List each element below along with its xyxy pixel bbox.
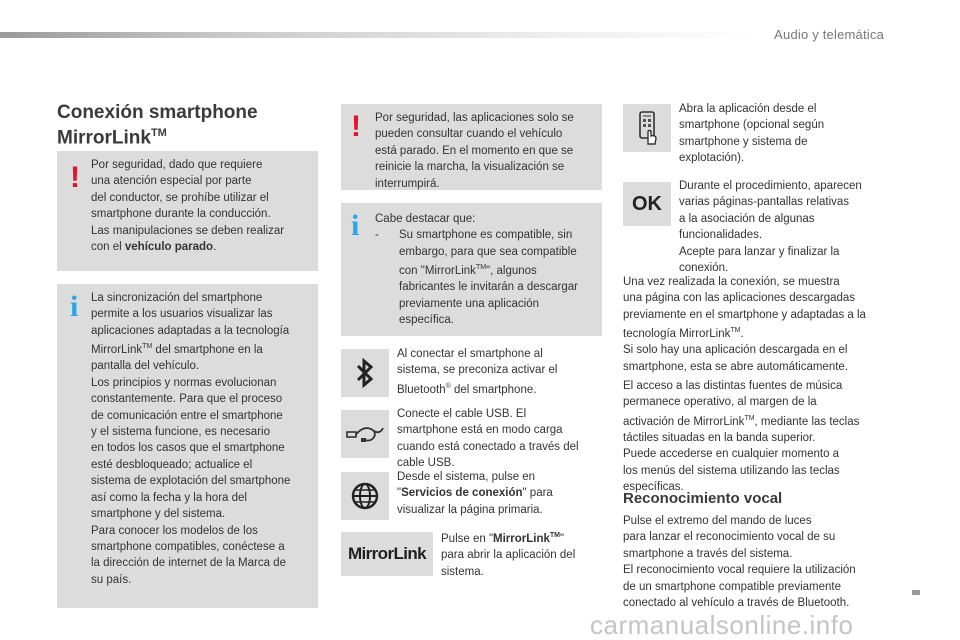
section-header: Audio y telemática (774, 27, 884, 42)
services-step-text: Desde el sistema, pulse en "Servicios de conexión" para visualizar la página primaria. (397, 471, 553, 516)
watermark: carmanualsonline.info (590, 610, 854, 640)
voice-section-title: Reconocimiento vocal (623, 490, 783, 507)
header-gradient-bar (0, 32, 760, 38)
ok-step-text: Durante el procedimiento, aparecen varias páginas-pantallas relativas a la asociación de algunas funcionalidades. Acepte para lanzar y finalizar la conexión. (679, 180, 862, 275)
smartphone-touch-icon (623, 104, 671, 152)
bluetooth-icon (341, 349, 389, 397)
connected-services-icon[interactable] (341, 472, 389, 520)
usb-step-text: Conecte el cable USB. El smartphone está en modo carga cuando está conectado a través del cable USB. (397, 408, 579, 470)
connection-paragraph: Una vez realizada la conexión, se muestra una página con las aplicaciones descargadas previamente en el smartphone y adaptadas a la tecnología MirrorLink™. Si solo hay una aplicación descargada en el smartphone, esta se abre automáticamente. (623, 276, 866, 373)
bluetooth-step-text: Al conectar el smartphone al sistema, se preconiza activar el Bluetooth® del smartphone. (397, 348, 558, 396)
ok-button-icon[interactable]: OK (623, 182, 671, 226)
info-text: La sincronización del smartphone permite a los usuarios visualizar las aplicaciones adaptadas a la tecnología MirrorLink™ del smartphone en la pantalla del vehículo. Los principios y normas evolucionan constantemente. Para que el proceso de comunicación entre el smartphone y el sistema funcione, es necesario en todos los casos que el smartphone esté desbloqueado; actualice el sistema de explotación del smartphone así como la fecha y la hora del smartphone y del sistema. Para conocer los modelos de los smartphone compatibles, conéctese a la dirección de internet de la Marca de su país. (91, 292, 291, 586)
warning-exclamation-icon: ! (70, 161, 80, 194)
page-marker (912, 590, 920, 595)
warning-box-apps (341, 104, 602, 190)
warning-text: Por seguridad, las aplicaciones solo se pueden consultar cuando el vehículo está parado. En el momento en que se reinicie la marcha, la visualización se interrumpirá. (375, 112, 574, 190)
warning-exclamation-icon: ! (351, 110, 361, 143)
mirrorlink-logo[interactable]: MirrorLink (341, 532, 433, 576)
voice-paragraph: Pulse el extremo del mando de luces para lanzar el reconocimiento vocal de su smartphone a través del sistema. El reconocimiento vocal requiere la utilización de un smartphone compatible previamente conectado al vehículo a través de Bluetooth. (623, 515, 856, 610)
info-box-sync (57, 284, 318, 608)
access-paragraph: El acceso a las distintas fuentes de música permanece operativo, al margen de la activación de MirrorLink™, mediante las teclas táctiles situadas en la banda superior. Puede accederse en cualquier momento a los menús del sistema utilizando las teclas específicas. (623, 380, 860, 494)
warning-text: Por seguridad, dado que requiere una atención especial por parte del conductor, se prohíbe utilizar el smartphone durante la conducción. Las manipulaciones se deben realizar con el vehículo parado. (91, 159, 285, 254)
info-box-compatibility (341, 203, 602, 336)
mirrorlink-step-text: Pulse en "MirrorLink™" para abrir la aplicación del sistema. (441, 532, 576, 578)
info-i-icon: i (351, 209, 360, 242)
info-i-icon: i (70, 290, 79, 323)
warning-box-driving (57, 151, 318, 271)
usb-cable-icon (341, 410, 389, 458)
smartphone-step-text: Abra la aplicación desde el smartphone (opcional según smartphone y sistema de explotación). (679, 103, 825, 165)
info-text: Cabe destacar que: - Su smartphone es compatible, sin embargo, para que sea compatible con "MirrorLink™", algunos fabricantes le invitarán a descargar previamente una aplicación específica. (375, 213, 578, 327)
page-title: Conexión smartphone MirrorLink™ (57, 102, 258, 149)
